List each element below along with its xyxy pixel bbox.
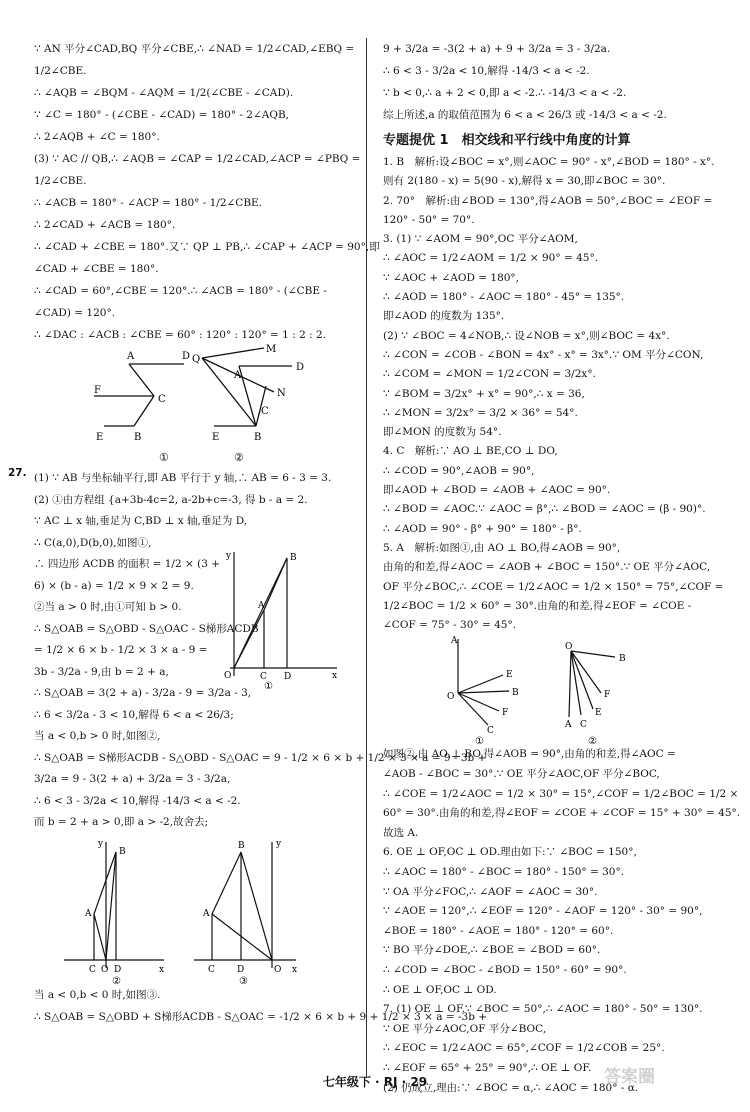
- right-mid-line: ∴ ∠MON = 3/2x° = 3/2 × 36° = 54°.: [383, 406, 578, 419]
- right-mid-line: OF 平分∠BOC,∴ ∠COE = 1/2∠AOC = 1/2 × 150° = 75°,∠COF =: [383, 580, 724, 593]
- right-mid-line: 1/2∠BOC = 1/2 × 60° = 30°.由角的和差,得∠EOF = ∠COE -: [383, 599, 692, 612]
- left-top-line: ∵ ∠C = 180° - (∠CBE - ∠CAD) = 180° - 2∠AQB,: [34, 109, 290, 121]
- right-top-line: 9 + 3/2a = -3(2 + a) + 9 + 3/2a = 3 - 3/2a.: [383, 43, 611, 55]
- q27-a-line: = 1/2 × 6 × b - 1/2 × 3 × a - 9 =: [34, 644, 208, 656]
- right-mid-text: [383, 153, 723, 635]
- column-divider: [366, 38, 367, 1078]
- g1-label-O: O: [224, 671, 232, 681]
- g3-label-D: D: [237, 964, 245, 975]
- fig2-label-B: B: [254, 432, 262, 443]
- q27-a-line: ∴ S△OAB = S梯形ACDB - S△OBD - S△OAC = 9 - 1/2 × 6 × b + 1/2 × 3 × a = 9 - 3b +: [34, 751, 487, 764]
- fig2-label-A: A: [234, 370, 242, 381]
- q27-a-line: 3b - 3/2a - 9,由 b = 2 + a,: [34, 665, 169, 678]
- q27-a-line: ∴ S△OAB = 3(2 + a) - 3/2a - 9 = 3/2a - 3,: [34, 687, 252, 699]
- right-mid-line: ∠COF = 75° - 30° = 45°.: [383, 619, 517, 632]
- q27-a-line: ∴ S△OAB = S△OBD - S△OAC - S梯形ACDB: [34, 622, 259, 635]
- figure-q5: [383, 635, 723, 748]
- left-top-line: ∴ 2∠CAD + ∠ACB = 180°.: [34, 219, 176, 231]
- g2-label-A: A: [85, 908, 92, 919]
- right-bottom-line: ∵ BO 平分∠DOE,∴ ∠BOE = ∠BOD = 60°.: [383, 944, 601, 957]
- fig5a-label-C: C: [487, 726, 494, 737]
- q27-a-line: (1) ∵ AB 与坐标轴平行,即 AB 平行于 y 轴,∴ AB = 6 - 3 = 3.: [34, 472, 332, 484]
- right-bottom-line: ∴ OE ⊥ OF,OC ⊥ OD.: [383, 983, 497, 996]
- left-top-line: 1/2∠CBE.: [34, 175, 87, 187]
- right-bottom-line: ∴ ∠COE = 1/2∠AOC = 1/2 × 30° = 15°,∠COF = 1/2∠BOC = 1/2 ×: [383, 787, 739, 800]
- fig5a-label-F: F: [502, 708, 509, 719]
- right-mid-line: ∴ ∠COM = ∠MON = 1/2∠CON = 3/2x°.: [383, 368, 596, 381]
- right-column: [383, 38, 741, 1098]
- left-top-text: [34, 38, 380, 346]
- fig2-label-D: D: [296, 362, 305, 373]
- left-top-line: ∴ ∠ACB = 180° - ∠ACP = 180° - 1/2∠CBE.: [34, 197, 263, 209]
- g3-label-O: O: [274, 964, 282, 975]
- g3-caption: ③: [239, 975, 248, 987]
- watermark-logo: [600, 1038, 740, 1108]
- fig1-caption: ①: [159, 451, 169, 464]
- q27-a-line: 当 a < 0,b > 0 时,如图②,: [34, 730, 161, 742]
- right-top-line: ∵ b < 0,∴ a + 2 < 0,即 a < -2.∴ -14/3 < a < -2.: [383, 87, 627, 99]
- fig5b-label-B: B: [619, 654, 626, 665]
- g1-label-D: D: [284, 672, 292, 682]
- fig5b-label-A: A: [565, 720, 572, 731]
- right-mid-line: ∴ ∠CON = ∠COB - ∠BON = 4x° - x° = 3x°.∵ OM 平分∠CON,: [383, 348, 704, 361]
- fig1-label-C: C: [158, 394, 166, 405]
- right-bottom-line: ∠AOB - ∠BOC = 30°.∵ OE 平分∠AOC,OF 平分∠BOC,: [383, 768, 660, 781]
- watermark-text: 答案圈: [604, 1067, 655, 1087]
- fig2-label-E: E: [212, 432, 220, 443]
- fig5a-caption: ①: [475, 736, 484, 748]
- right-top-line: 综上所述,a 的取值范围为 6 < a < 26/3 或 -14/3 < a < -2.: [383, 109, 667, 121]
- fig2-label-N: N: [277, 388, 286, 399]
- g1-label-x: x: [332, 671, 338, 681]
- fig5b-label-F: F: [604, 690, 611, 701]
- fig5b-label-E: E: [595, 708, 602, 719]
- right-bottom-line: 如图②,由 AO ⊥ BO,得∠AOB = 90°,由角的和差,得∠AOC =: [383, 748, 676, 761]
- right-mid-line: 由角的和差,得∠AOC = ∠AOB + ∠BOC = 150°.∵ OE 平分∠AOC,: [383, 561, 711, 574]
- g1-label-y: y: [226, 551, 232, 561]
- fig5a-label-E: E: [506, 670, 513, 681]
- right-bottom-line: ∴ ∠COD = ∠BOC - ∠BOD = 150° - 60° = 90°.: [383, 963, 627, 976]
- left-top-line: ∴ ∠DAC : ∠ACB : ∠CBE = 60° : 120° : 120° = 1 : 2 : 2.: [34, 329, 326, 341]
- right-mid-line: 120° - 50° = 70°.: [383, 213, 475, 226]
- q27-a-line: 6) × (b - a) = 1/2 × 9 × 2 = 9.: [34, 579, 194, 592]
- right-bottom-line: ∠BOE = 180° - ∠AOE = 180° - 120° = 60°.: [383, 924, 614, 937]
- right-mid-line: 3. (1) ∵ ∠AOM = 90°,OC 平分∠AOM,: [383, 233, 578, 246]
- graph-3: [194, 842, 296, 968]
- section-title: 专题提优 1 相交线和平行线中角度的计算: [383, 133, 631, 148]
- left-top-line: ∴ ∠AQB = ∠BQM - ∠AQM = 1/2(∠CBE - ∠CAD).: [34, 87, 294, 99]
- left-top-line: (3) ∵ AC // QB,∴ ∠AQB = ∠CAP = 1/2∠CAD,∠ACP = ∠PBQ =: [34, 153, 361, 165]
- g1-label-B: B: [290, 553, 297, 563]
- right-bottom-line: ∵ ∠AOE = 120°,∴ ∠EOF = 120° - ∠AOF = 120° - 30° = 90°,: [383, 905, 703, 918]
- g1-label-A: A: [258, 601, 265, 611]
- q27-a-line: 3/2a = 9 - 3(2 + a) + 3/2a = 3 - 3/2a,: [34, 773, 231, 785]
- g2-caption: ②: [112, 975, 121, 987]
- fig2-label-C: C: [261, 406, 269, 417]
- fig1-label-B: B: [134, 432, 142, 443]
- q27-a-line: ∴ 四边形 ACDB 的面积 = 1/2 × (3 +: [34, 558, 221, 570]
- right-bottom-line: ∵ OE 平分∠AOC,OF 平分∠BOC,: [383, 1022, 547, 1035]
- right-bottom-line: 故选 A.: [383, 826, 419, 839]
- g2-label-B: B: [119, 846, 126, 857]
- g2-label-C: C: [89, 964, 96, 975]
- fig5a-label-O: O: [447, 692, 455, 703]
- fig1-label-D: D: [182, 351, 191, 362]
- fig5a-label-B: B: [512, 688, 519, 699]
- right-mid-line: 5. A 解析:如图①,由 AO ⊥ BO,得∠AOB = 90°,: [383, 541, 621, 554]
- right-mid-line: ∴ ∠AOD = 180° - ∠AOC = 180° - 45° = 135°.: [383, 291, 625, 304]
- fig2-caption: ②: [234, 451, 244, 464]
- right-mid-line: ∴ ∠BOD = ∠AOC.∵ ∠AOC = β°,∴ ∠BOD = ∠AOC = (β - 90)°.: [383, 503, 706, 516]
- fig1-label-A: A: [127, 351, 135, 362]
- right-bottom-line: 7. (1) OE ⊥ OF.∵ ∠BOC = 50°,∴ ∠AOC = 180° - 50° = 130°.: [383, 1003, 703, 1016]
- right-mid-line: 则有 2(180 - x) = 5(90 - x),解得 x = 30,即∠BOC = 30°.: [383, 175, 666, 188]
- fig5a-label-A: A: [451, 636, 458, 647]
- q27-number: 27.: [8, 467, 27, 479]
- fig1-label-F: F: [94, 385, 101, 396]
- g1-caption: ①: [264, 681, 273, 692]
- q27-a-line: ∴ C(a,0),D(b,0),如图①,: [34, 536, 152, 549]
- right-mid-line: (2) ∵ ∠BOC = 4∠NOB,∴ 设∠NOB = x°,则∠BOC = 4x°.: [383, 329, 670, 342]
- graph-1: [212, 548, 342, 690]
- right-mid-line: ∴ ∠AOC = 1/2∠AOM = 1/2 × 90° = 45°.: [383, 252, 599, 265]
- q27-a-line: ∴ 6 < 3/2a - 3 < 10,解得 6 < a < 26/3;: [34, 708, 234, 721]
- right-bottom-line: 6. OE ⊥ OF,OC ⊥ OD.理由如下:∵ ∠BOC = 150°,: [383, 846, 637, 859]
- q27-a-line: 而 b = 2 + a > 0,即 a > -2,故舍去;: [34, 816, 209, 828]
- g3-label-A: A: [203, 908, 210, 919]
- q27-a-line: (2) ①由方程组 {a+3b-4c=2, a-2b+c=-3, 得 b - a = 2.: [34, 493, 308, 506]
- graph-2: [64, 842, 164, 968]
- fig2-label-Q: Q: [192, 354, 201, 365]
- fig5b-caption: ②: [588, 736, 597, 748]
- left-top-line: ∴ ∠CAD = 60°,∠CBE = 120°.∴ ∠ACB = 180° - (∠CBE -: [34, 285, 327, 297]
- g3-label-y: y: [276, 838, 282, 849]
- left-top-line: ∵ AN 平分∠CAD,BQ 平分∠CBE,∴ ∠NAD = 1/2∠CAD,∠EBQ =: [34, 43, 355, 55]
- g2-label-O: O: [101, 964, 109, 975]
- q27-b-line: 当 a < 0,b < 0 时,如图③.: [34, 988, 161, 1001]
- right-mid-line: 4. C 解析:∵ AO ⊥ BE,CO ⊥ DO,: [383, 445, 558, 458]
- left-top-line: ∠CAD + ∠CBE = 180°.: [34, 263, 159, 275]
- right-bottom-line: ∴ ∠EOC = 1/2∠AOC = 65°,∠COF = 1/2∠COB = 25°.: [383, 1042, 665, 1055]
- left-top-line: ∴ 2∠AQB + ∠C = 180°.: [34, 131, 160, 143]
- fig1-drawing: [94, 364, 184, 426]
- g3-label-x: x: [292, 964, 298, 975]
- g3-label-C: C: [208, 964, 215, 975]
- fig1-label-E: E: [96, 432, 104, 443]
- right-top-text: [383, 38, 723, 126]
- q27-a-line: ②当 a > 0 时,由①可知 b > 0.: [34, 601, 182, 613]
- right-mid-line: ∵ ∠AOC + ∠AOD = 180°,: [383, 271, 520, 284]
- right-bottom-line: 60° = 30°.由角的和差,得∠EOF = ∠COE + ∠COF = 15° + 30° = 45°.: [383, 807, 741, 820]
- g1-label-C: C: [260, 672, 267, 682]
- page-footer: 七年级下 · RJ · 29: [322, 1075, 428, 1089]
- right-top-line: ∴ 6 < 3 - 3/2a < 10,解得 -14/3 < a < -2.: [383, 65, 590, 77]
- right-bottom-line: ∴ ∠AOC = 180° - ∠BOC = 180° - 150° = 30°.: [383, 865, 625, 878]
- right-bottom-line: ∵ OA 平分∠FOC,∴ ∠AOF = ∠AOC = 30°.: [383, 885, 598, 898]
- right-mid-line: 即∠MON 的度数为 54°.: [383, 426, 502, 439]
- right-mid-line: ∵ ∠BOM = 3/2x° + x° = 90°,∴ x = 36,: [383, 387, 585, 400]
- right-mid-line: 2. 70° 解析:由∠BOD = 130°,得∠AOB = 50°,∠BOC = ∠EOF =: [383, 194, 713, 207]
- fig5b-label-C: C: [580, 720, 587, 731]
- right-mid-line: 即∠AOD 的度数为 135°.: [383, 310, 505, 323]
- q27-a-line: ∵ AC ⊥ x 轴,垂足为 C,BD ⊥ x 轴,垂足为 D,: [34, 515, 248, 527]
- right-mid-line: 即∠AOD + ∠BOD = ∠AOB + ∠AOC = 90°.: [383, 484, 611, 497]
- right-mid-line: 1. B 解析:设∠BOC = x°,则∠AOC = 90° - x°,∠BOD = 180° - x°.: [383, 156, 715, 168]
- left-top-line: 1/2∠CBE.: [34, 65, 87, 77]
- graphs-2-3: [34, 834, 352, 987]
- g2-label-x: x: [159, 964, 165, 975]
- right-mid-line: ∴ ∠AOD = 90° - β° + 90° = 180° - β°.: [383, 522, 582, 535]
- figure-angles-1-2: [34, 346, 352, 468]
- right-bottom-line: ∴ ∠EOF = 65° + 25° = 90°,∴ OE ⊥ OF.: [383, 1061, 592, 1074]
- right-mid-line: ∴ ∠COD = 90°,∠AOB = 90°,: [383, 464, 535, 477]
- fig5b-label-O: O: [565, 642, 573, 653]
- g2-label-y: y: [98, 838, 104, 849]
- g2-label-D: D: [114, 964, 122, 975]
- left-top-line: ∴ ∠CAD + ∠CBE = 180°.又∵ QP ⊥ PB,∴ ∠CAP + ∠ACP = 90°,即: [34, 241, 380, 253]
- q27-a-line: ∴ 6 < 3 - 3/2a < 10,解得 -14/3 < a < -2.: [34, 794, 241, 807]
- left-top-line: ∠CAD) = 120°.: [34, 307, 116, 319]
- right-bottom-line: (2) 仍成立,理由:∵ ∠BOC = α,∴ ∠AOC = 180° - α.: [383, 1081, 639, 1094]
- fig2-drawing: [202, 348, 292, 426]
- fig5b-drawing: [569, 651, 615, 717]
- g3-label-B: B: [238, 840, 245, 851]
- fig2-label-M: M: [266, 344, 277, 355]
- q27-b-line: ∴ S△OAB = S△OBD + S梯形ACDB - S△OAC = -1/2 × 6 × b + 9 + 1/2 × 3 × a = -3b +: [34, 1010, 488, 1023]
